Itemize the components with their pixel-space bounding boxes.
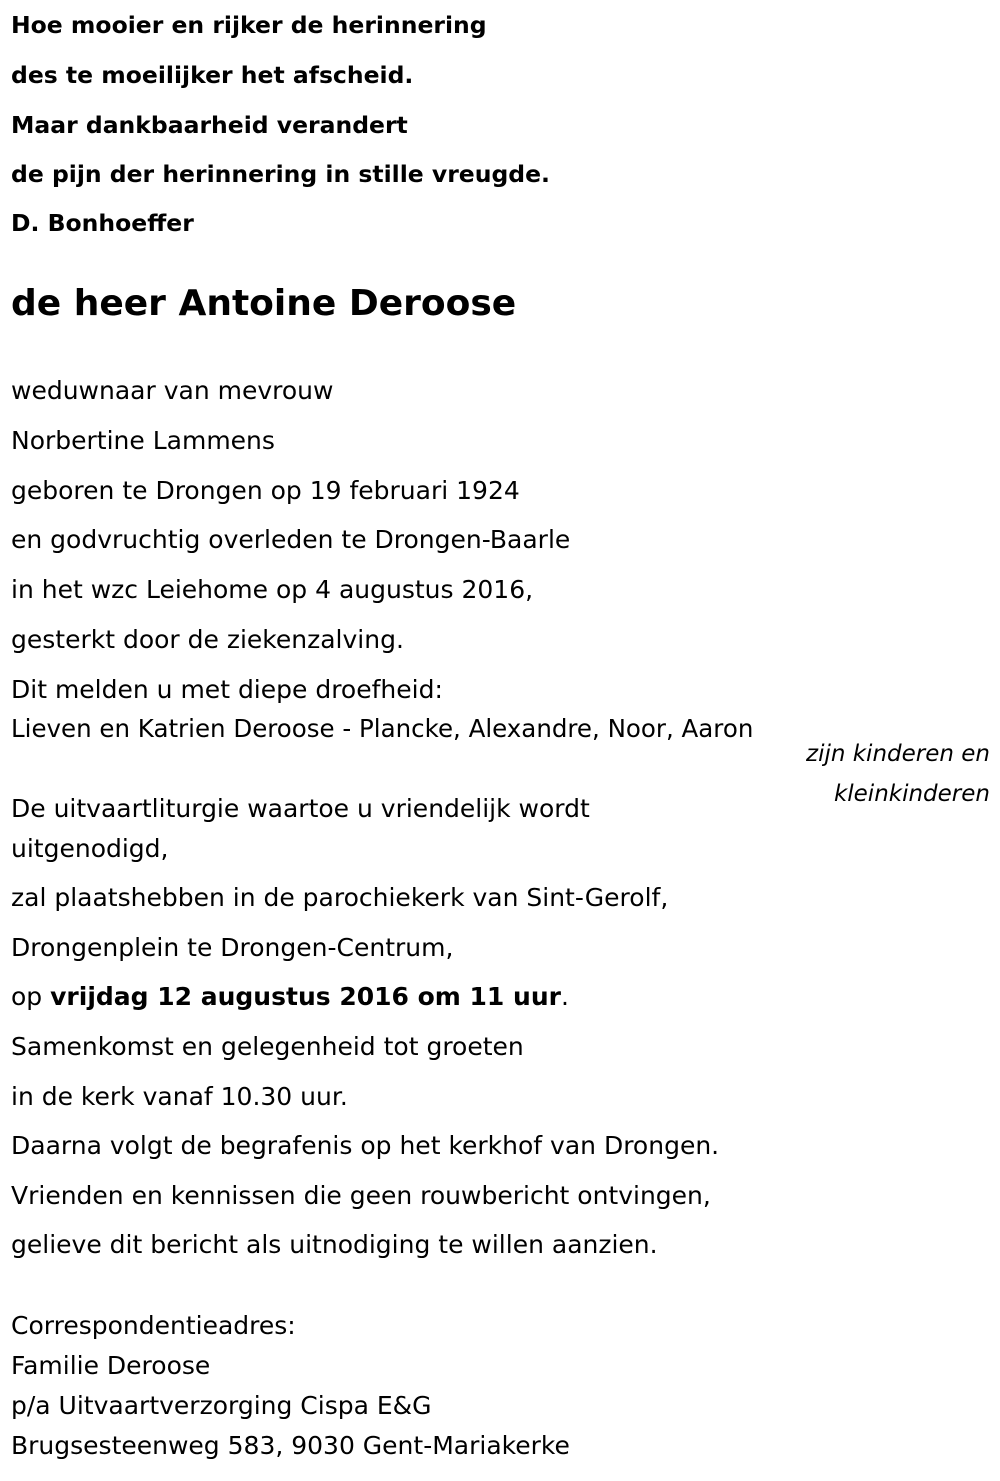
funeral-info-line: Daarna volgt de begrafenis op het kerkhof van Drongen. bbox=[11, 1131, 720, 1160]
detail-line: geboren te Drongen op 19 februari 1924 bbox=[11, 476, 520, 505]
poem-line: des te moeilijker het afscheid. bbox=[11, 61, 414, 89]
family-intro: Dit melden u met diepe droefheid: bbox=[11, 675, 443, 704]
detail-line: in het wzc Leiehome op 4 augustus 2016, bbox=[11, 575, 534, 604]
funeral-date-prefix: op bbox=[11, 982, 51, 1011]
correspondence-line: Brugsesteenweg 583, 9030 Gent-Mariakerke bbox=[11, 1431, 570, 1460]
funeral-info-line: gelieve dit bericht als uitnodiging te willen aanzien. bbox=[11, 1230, 658, 1259]
detail-line: en godvruchtig overleden te Drongen-Baarle bbox=[11, 525, 571, 554]
correspondence-line: Familie Deroose bbox=[11, 1351, 211, 1380]
detail-line: Norbertine Lammens bbox=[11, 426, 275, 455]
funeral-date-suffix: . bbox=[560, 982, 569, 1011]
funeral-info-line: Samenkomst en gelegenheid tot groeten bbox=[11, 1032, 524, 1061]
poem-line: Maar dankbaarheid verandert bbox=[11, 111, 408, 139]
deceased-name: de heer Antoine Deroose bbox=[11, 283, 517, 324]
funeral-info-line: in de kerk vanaf 10.30 uur. bbox=[11, 1082, 348, 1111]
poem-line: de pijn der herinnering in stille vreugde. bbox=[11, 160, 550, 188]
funeral-location: zal plaatshebben in de parochiekerk van Sint-Gerolf, bbox=[11, 883, 669, 912]
correspondence-line: p/a Uitvaartverzorging Cispa E&G bbox=[11, 1391, 432, 1420]
poem-author: D. Bonhoeffer bbox=[11, 209, 194, 237]
funeral-info-line: Vrienden en kennissen die geen rouwbericht ontvingen, bbox=[11, 1181, 711, 1210]
family-members: Lieven en Katrien Deroose - Plancke, Alexandre, Noor, Aaron bbox=[11, 714, 754, 743]
funeral-intro: uitgenodigd, bbox=[11, 834, 169, 863]
funeral-intro: De uitvaartliturgie waartoe u vriendelijk wordt bbox=[11, 794, 590, 823]
family-relation: zijn kinderen en bbox=[806, 741, 990, 767]
detail-line: gesterkt door de ziekenzalving. bbox=[11, 625, 404, 654]
funeral-date-line bbox=[11, 982, 569, 1012]
detail-line: weduwnaar van mevrouw bbox=[11, 376, 334, 405]
family-relation: kleinkinderen bbox=[833, 781, 990, 807]
funeral-date: vrijdag 12 augustus 2016 om 11 uur bbox=[50, 982, 561, 1011]
poem-line: Hoe mooier en rijker de herinnering bbox=[11, 11, 487, 39]
funeral-location: Drongenplein te Drongen-Centrum, bbox=[11, 933, 454, 962]
correspondence-label: Correspondentieadres: bbox=[11, 1311, 296, 1340]
